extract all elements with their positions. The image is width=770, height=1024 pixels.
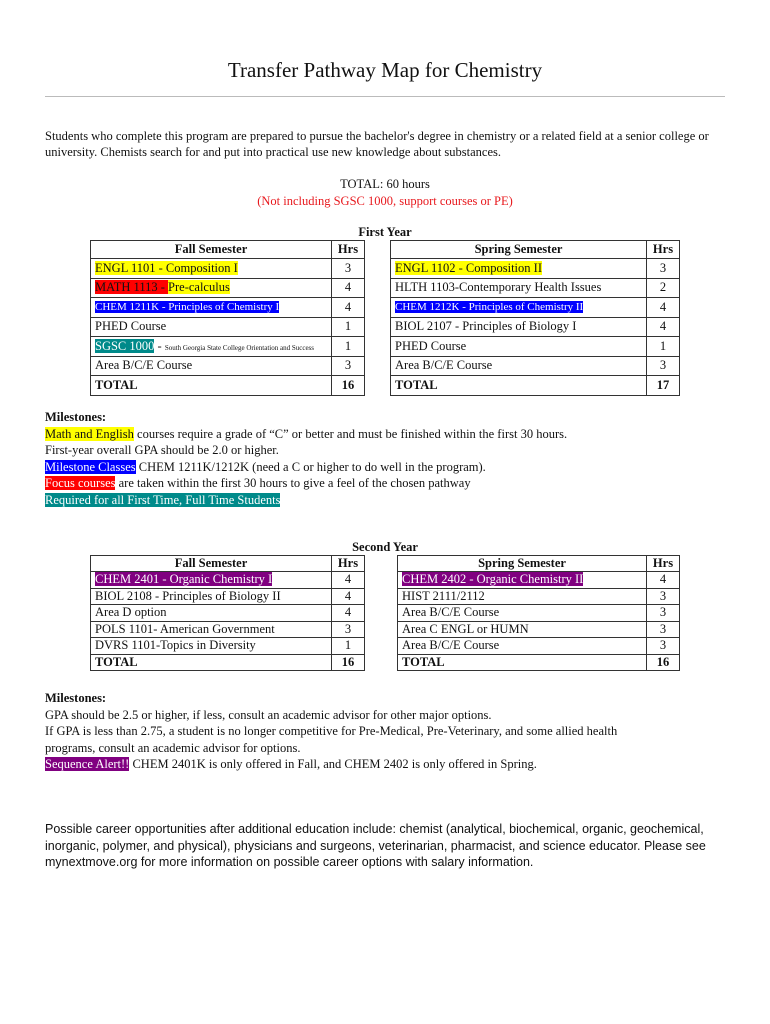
course-hrs: 1 <box>332 317 365 337</box>
course-name: SGSC 1000 <box>95 338 155 353</box>
milestone-text: CHEM 2401K is only offered in Fall, and CHEM 2402 is only offered in Spring. <box>129 757 537 771</box>
total-label: TOTAL <box>391 376 647 396</box>
total-label: TOTAL <box>91 376 332 396</box>
course-name: Area C ENGL or HUMN <box>398 621 647 638</box>
intro-paragraph: Students who complete this program are prepared to pursue the bachelor's degree in chemistry or a related field at a senior college or university. Chemists search for and put into practical use new knowledge about substances. <box>45 129 709 159</box>
course-name: CHEM 1212K <box>395 301 460 314</box>
first-year-fall-table <box>90 240 365 396</box>
course-name: Area D option <box>91 605 332 622</box>
milestone-line: First-year overall GPA should be 2.0 or higher. <box>45 443 279 457</box>
milestone-highlight: Milestone Classes <box>45 459 136 474</box>
table-row <box>391 337 680 357</box>
course-name: CHEM 2402 - Organic Chemistry II <box>402 572 584 587</box>
table-row <box>398 605 680 622</box>
total-note: (Not including SGSC 1000, support courses or PE) <box>257 194 513 208</box>
second-year-label: Second Year <box>352 540 418 554</box>
spring-semester-header: Spring Semester <box>398 556 647 572</box>
course-description: South Georgia State College Orientation and Success <box>164 343 315 352</box>
course-name: PHED Course <box>391 337 647 357</box>
course-hrs: 4 <box>332 588 365 605</box>
table-row <box>91 572 365 589</box>
course-hrs: 1 <box>332 638 365 655</box>
table-row <box>91 337 365 357</box>
total-label: TOTAL <box>398 654 647 671</box>
course-name: HIST 2111/2112 <box>398 588 647 605</box>
second-year-fall-table <box>90 555 365 671</box>
course-hrs: 2 <box>647 278 680 298</box>
course-name-part: - Principles of Chemistry II <box>459 301 584 314</box>
course-hrs: 3 <box>332 621 365 638</box>
course-hrs: 3 <box>332 259 365 279</box>
milestone-highlight: Sequence Alert!! <box>45 757 130 771</box>
table-row <box>91 638 365 655</box>
table-row <box>91 621 365 638</box>
milestones-label: Milestones: <box>45 410 107 424</box>
fall-semester-header: Fall Semester <box>91 241 332 259</box>
course-hrs: 3 <box>647 588 680 605</box>
total-row <box>91 654 365 671</box>
course-hrs: 4 <box>332 278 365 298</box>
table-row <box>391 278 680 298</box>
milestone-line: programs, consult an academic advisor for options. <box>45 740 301 755</box>
total-hrs: 16 <box>332 654 365 671</box>
table-header-row <box>91 241 365 259</box>
first-year-label: First Year <box>358 225 412 239</box>
course-name: CHEM 1211K <box>95 301 160 314</box>
course-hrs: 3 <box>332 356 365 376</box>
course-hrs: 4 <box>647 298 680 318</box>
course-hrs: 3 <box>647 621 680 638</box>
course-name: Area B/C/E Course <box>398 605 647 622</box>
first-year-spring-table <box>390 240 680 396</box>
table-row <box>91 317 365 337</box>
table-row <box>391 356 680 376</box>
hrs-header: Hrs <box>332 556 365 572</box>
table-row <box>391 298 680 318</box>
table-header-row <box>391 241 680 259</box>
course-name: MATH 1113 - <box>95 280 169 295</box>
course-hrs: 4 <box>647 572 680 589</box>
fall-semester-header: Fall Semester <box>91 556 332 572</box>
milestone-line <box>45 426 735 443</box>
milestone-text: courses require a grade of “C” or better and must be finished within the first 30 hours. <box>133 426 568 441</box>
course-hrs: 3 <box>647 605 680 622</box>
course-name: DVRS 1101-Topics in Diversity <box>91 638 332 655</box>
course-name: Area B/C/E Course <box>391 356 647 376</box>
table-row <box>91 298 365 318</box>
course-name: BIOL 2108 - Principles of Biology II <box>91 588 332 605</box>
milestone-text: CHEM 1211K/1212K (need a C or higher to do well in the program). <box>135 459 486 474</box>
course-name-part: - Principles of Chemistry I <box>159 301 280 314</box>
course-name-sep: - <box>154 338 165 353</box>
hrs-header: Hrs <box>332 241 365 259</box>
table-header-row <box>398 556 680 572</box>
milestone-highlight: Required for all First Time, Full Time Students <box>45 492 281 507</box>
table-row <box>91 588 365 605</box>
course-hrs: 4 <box>647 317 680 337</box>
table-row <box>91 356 365 376</box>
milestones-label: Milestones: <box>45 691 107 705</box>
course-name: CHEM 2401 - Organic Chemistry I <box>95 572 273 587</box>
course-name: PHED Course <box>91 317 332 337</box>
milestone-highlight: Math and English <box>45 426 134 441</box>
total-row <box>391 376 680 396</box>
course-hrs: 4 <box>332 605 365 622</box>
total-hours: TOTAL: 60 hours <box>340 177 430 191</box>
milestones-second-year <box>45 690 735 773</box>
milestone-line: GPA should be 2.5 or higher, if less, consult an academic advisor for other major options. <box>45 707 492 722</box>
total-label: TOTAL <box>91 654 332 671</box>
table-row <box>398 621 680 638</box>
total-hrs: 16 <box>647 654 680 671</box>
second-year-spring-table <box>397 555 680 671</box>
milestone-line: If GPA is less than 2.75, a student is no longer competitive for Pre-Medical, Pre-Veterinary, and some allied health <box>45 724 618 738</box>
table-row <box>398 588 680 605</box>
course-name: HLTH 1103-Contemporary Health Issues <box>391 278 647 298</box>
hrs-header: Hrs <box>647 241 680 259</box>
table-row <box>91 605 365 622</box>
total-row <box>91 376 365 396</box>
course-name: BIOL 2107 - Principles of Biology I <box>391 317 647 337</box>
course-name: POLS 1101- American Government <box>91 621 332 638</box>
table-row <box>391 259 680 279</box>
course-name-part: Pre-calculus <box>168 280 230 295</box>
milestone-line <box>45 492 735 509</box>
page-title: Transfer Pathway Map for Chemistry <box>227 58 543 82</box>
table-header-row <box>91 556 365 572</box>
title-divider <box>45 96 725 97</box>
course-hrs: 1 <box>332 337 365 357</box>
course-name: ENGL 1102 - Composition II <box>395 260 542 275</box>
total-row <box>398 654 680 671</box>
course-hrs: 1 <box>647 337 680 357</box>
table-row <box>91 259 365 279</box>
milestone-text: are taken within the first 30 hours to give a feel of the chosen pathway <box>115 476 471 490</box>
total-hrs: 17 <box>647 376 680 396</box>
spring-semester-header: Spring Semester <box>391 241 647 259</box>
hrs-header: Hrs <box>647 556 680 572</box>
total-hrs: 16 <box>332 376 365 396</box>
course-hrs: 4 <box>332 572 365 589</box>
course-name: Area B/C/E Course <box>91 356 332 376</box>
course-hrs: 3 <box>647 259 680 279</box>
course-name: ENGL 1101 - Composition I <box>95 260 238 275</box>
milestone-line <box>45 756 735 773</box>
milestone-line <box>45 475 735 492</box>
course-name: Area B/C/E Course <box>398 638 647 655</box>
career-paragraph: Possible career opportunities after additional education include: chemist (analytical, biochemical, organic, geochemical, inorganic, polymer, and physical), physicians and surgeons, veterinarian, pharmacist, and science educator. Please see mynextmove.org for more information on possible career options with salary information. <box>45 822 706 869</box>
milestone-highlight: Focus courses <box>45 476 116 490</box>
table-row <box>391 317 680 337</box>
milestone-line <box>45 459 735 476</box>
course-hrs: 3 <box>647 356 680 376</box>
table-row <box>398 638 680 655</box>
table-row <box>398 572 680 589</box>
table-row <box>91 278 365 298</box>
course-hrs: 4 <box>332 298 365 318</box>
course-hrs: 3 <box>647 638 680 655</box>
milestones-first-year <box>45 409 735 508</box>
